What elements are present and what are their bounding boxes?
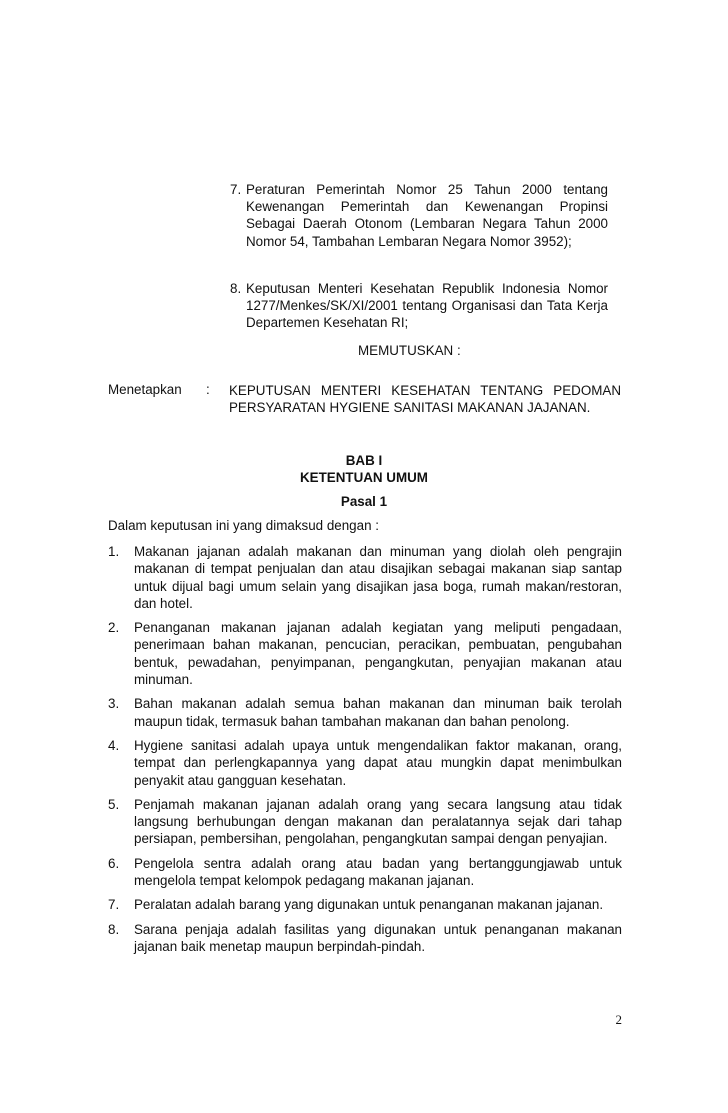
list-item <box>108 737 622 789</box>
list-item-text: Sarana penjaja adalah fasilitas yang digunakan untuk penanganan makanan jajanan baik menetap maupun berpindah-pindah. <box>134 921 622 954</box>
reference-item-7 <box>230 181 608 250</box>
list-item <box>108 896 622 913</box>
menetapkan-colon: : <box>206 382 210 397</box>
list-item <box>108 796 622 848</box>
list-item-number: 5. <box>108 796 120 812</box>
reference-text: Keputusan Menteri Kesehatan Republik Indonesia Nomor 1277/Menkes/SK/XI/2001 tentang Organisasi dan Tata Kerja Departemen Kesehatan RI; <box>246 281 608 331</box>
list-item-text: Penanganan makanan jajanan adalah kegiatan yang meliputi pengadaan, penerimaan bahan makanan, pencucian, peracikan, pembuatan, pengubahan bentuk, pewadahan, penyimpanan, pengangkutan, penyajian makanan atau minuman. <box>134 620 622 688</box>
chapter-title: KETENTUAN UMUM <box>300 470 428 485</box>
chapter-number-text: BAB I <box>345 453 383 468</box>
intro-text: Dalam keputusan ini yang dimaksud dengan : <box>108 518 379 533</box>
list-item <box>108 921 622 956</box>
list-item-number: 7. <box>108 897 120 913</box>
list-item-number: 2. <box>108 620 120 636</box>
menetapkan-label: Menetapkan <box>108 382 182 397</box>
list-item-text: Makanan jajanan adalah makanan dan minuman yang diolah oleh pengrajin makanan di tempat penjualan dan atau disajikan sebagai makanan siap santap untuk dijual bagi umum selain yang disajikan jasa boga, rumah makan/restoran, dan hotel. <box>134 544 622 611</box>
reference-item-8 <box>230 280 608 332</box>
memutuskan-heading: MEMUTUSKAN : <box>358 343 461 358</box>
list-item-text: Penjamah makanan jajanan adalah orang yang secara langsung atau tidak langsung berhubungan dengan makanan dan peralatannya sejak dari tahap persiapan, pembersihan, pengolahan, pengangkutan sampai dengan penyajian. <box>134 796 622 847</box>
definition-list <box>108 543 622 962</box>
reference-number: 8. <box>230 281 242 296</box>
list-item <box>108 543 622 612</box>
reference-number: 7. <box>230 182 242 197</box>
list-item-number: 3. <box>108 696 120 712</box>
list-item <box>108 619 622 688</box>
list-item-number: 1. <box>108 544 120 559</box>
article-heading: Pasal 1 <box>340 494 388 509</box>
list-item-text: Bahan makanan adalah semua bahan makanan dan minuman baik terolah maupun tidak, termasuk bahan tambahan makanan dan bahan penolong. <box>134 696 622 729</box>
list-item-number: 4. <box>108 737 120 753</box>
list-item <box>108 855 622 890</box>
list-item-text: Hygiene sanitasi adalah upaya untuk mengendalikan faktor makanan, orang, tempat dan perlengkapannya yang dapat atau mungkin dapat menimbulkan penyakit atau gangguan kesehatan. <box>134 737 622 788</box>
chapter-number <box>0 453 728 468</box>
list-item <box>108 695 622 730</box>
list-item-text: Pengelola sentra adalah orang atau badan yang bertanggungjawab untuk mengelola tempat kelompok pedagang makanan jajanan. <box>134 855 622 889</box>
menetapkan-text: KEPUTUSAN MENTERI KESEHATAN TENTANG PEDOMAN PERSYARATAN HYGIENE SANITASI MAKANAN JAJANAN. <box>229 383 621 416</box>
page-number: 2 <box>615 1012 622 1027</box>
list-item-number: 6. <box>108 855 120 871</box>
reference-text: Peraturan Pemerintah Nomor 25 Tahun 2000 tentang Kewenangan Pemerintah dan Kewenangan Propinsi Sebagai Daerah Otonom (Lembaran Negara Tahun 2000 Nomor 54, Tambahan Lembaran Negara Nomor 3952); <box>246 182 608 249</box>
list-item-number: 8. <box>108 921 120 937</box>
list-item-text: Peralatan adalah barang yang digunakan untuk penanganan makanan jajanan. <box>134 897 604 913</box>
